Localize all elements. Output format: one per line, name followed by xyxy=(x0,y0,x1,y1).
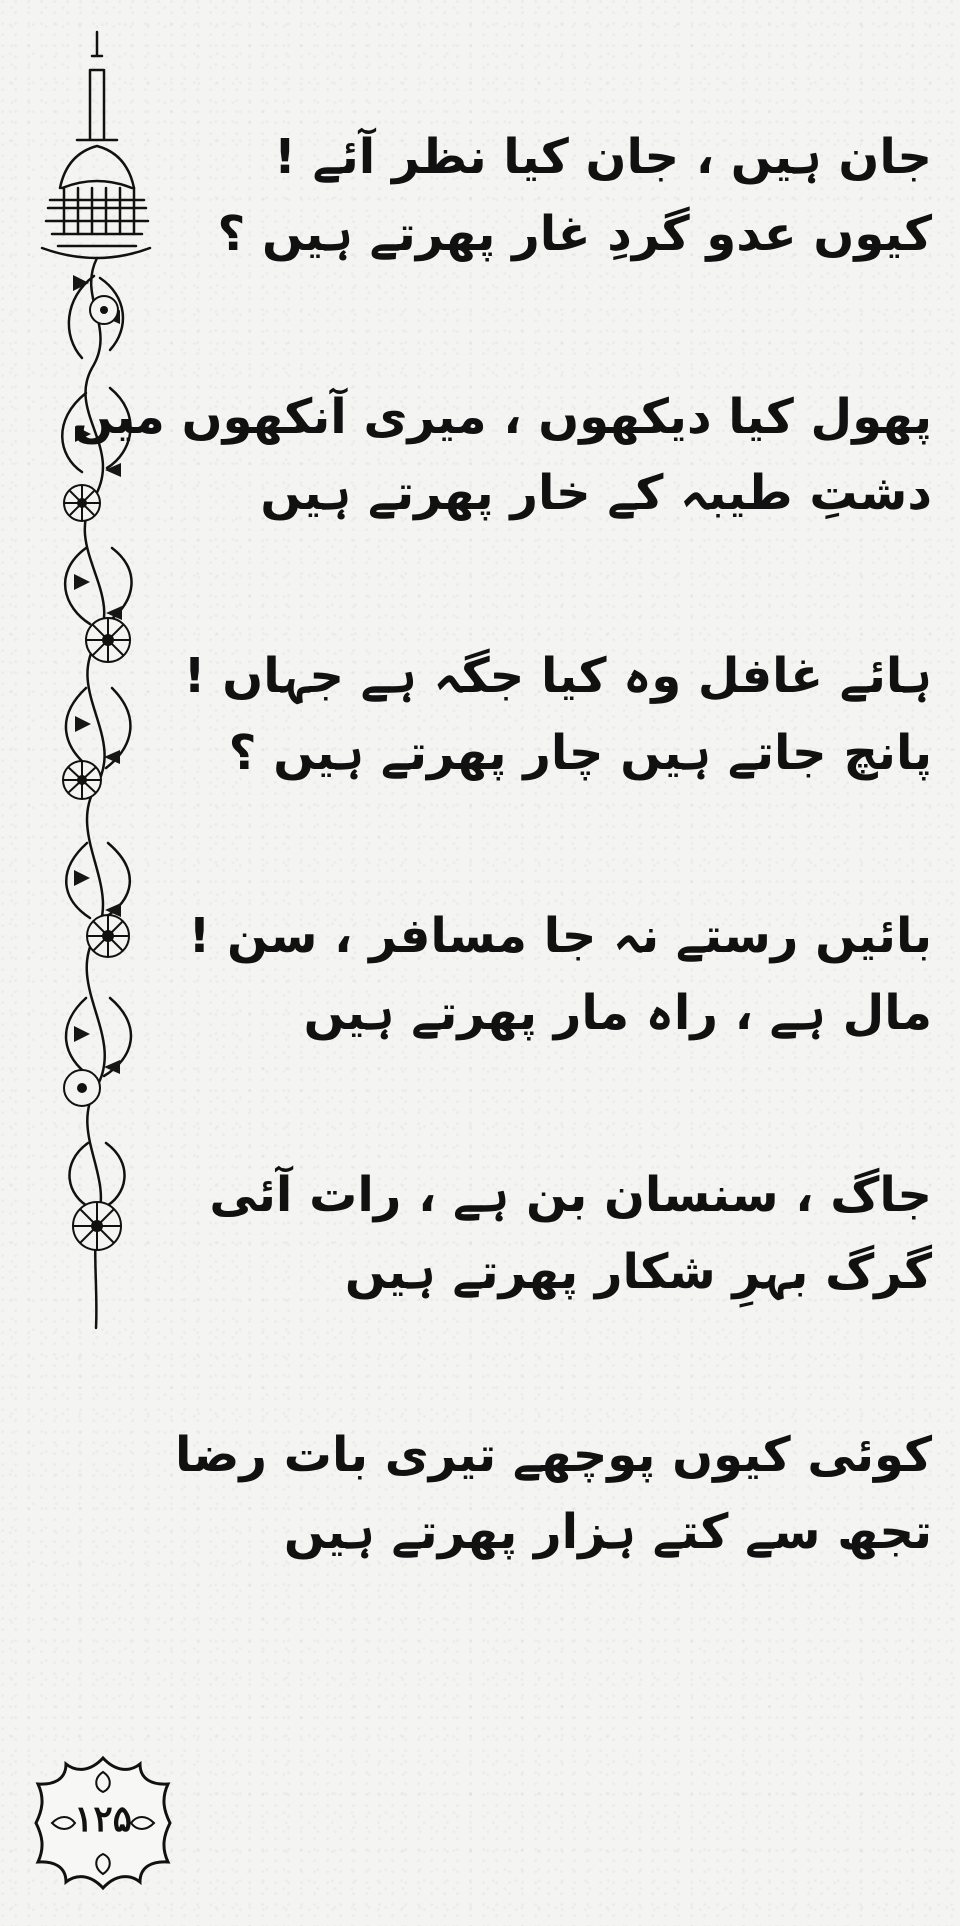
stanza-6 xyxy=(174,1423,932,1565)
poem-line: بائیں رستے نہ جا مسافر ، سن ! xyxy=(188,907,932,964)
poem-line: جاگ ، سنسان بن ہے ، رات آئی xyxy=(209,1167,932,1224)
poem-line: تجھ سے کتے ہزار پھرتے ہیں xyxy=(283,1503,932,1560)
poem-line: ہائے غافل وہ کیا جگہ ہے جہاں ! xyxy=(183,648,932,705)
poem-line: مال ہے ، راہ مار پھرتے ہیں xyxy=(303,984,932,1041)
stanza-3 xyxy=(183,644,932,786)
poem-line: دشتِ طیبہ کے خار پھرتے ہیں xyxy=(260,465,932,522)
urdu-poem xyxy=(72,125,932,1683)
poem-line: پھول کیا دیکھوں ، میری آنکھوں میں xyxy=(72,388,932,445)
poem-line: کیوں عدو گردِ غار پھرتے ہیں ؟ xyxy=(217,205,932,262)
page-number-badge xyxy=(32,1754,174,1892)
stanza-2 xyxy=(72,385,932,527)
poem-line: پانچ جاتے ہیں چار پھرتے ہیں ؟ xyxy=(228,724,932,781)
poem-line: جان ہیں ، جان کیا نظر آئے ! xyxy=(274,129,932,185)
minaret-vine-ornament xyxy=(22,28,172,1378)
stanza-5 xyxy=(209,1163,932,1305)
poem-line: گرگ بہرِ شکار پھرتے ہیں xyxy=(344,1244,932,1301)
page-number: ۱۲۵ xyxy=(73,1798,132,1840)
stanza-4 xyxy=(188,904,932,1046)
poem-line: کوئی کیوں پوچھے تیری بات رضا xyxy=(174,1426,932,1483)
stanza-1 xyxy=(217,125,932,267)
